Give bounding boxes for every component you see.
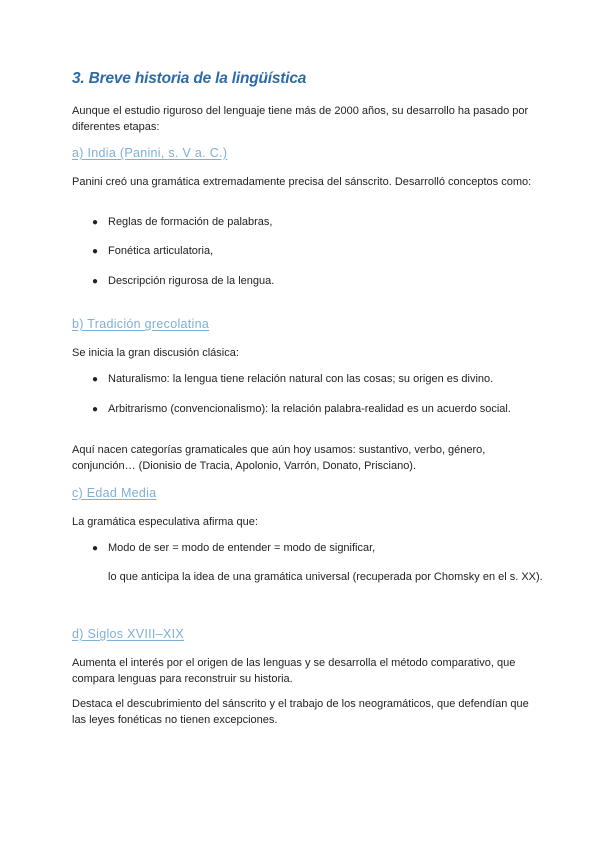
categories-paragraph: Aquí nacen categorías gramaticales que aún hoy usamos: sustantivo, verbo, género, conjunción… (Dionisio de Tracia, Apolonio, Varrón, Donato, Prisciano). [72,444,486,472]
india-paragraph: Panini creó una gramática extremadamente precisa del sánscrito. Desarrolló conceptos como: [72,176,532,188]
continuation-paragraph: lo que anticipa la idea de una gramática universal (recuperada por Chomsky en el s. XX). [108,571,543,583]
list-item-text: Fonética articulatoria, [108,245,214,257]
bullet-icon: ● [92,543,99,554]
edad-media-paragraph: La gramática especulativa afirma que: [72,516,258,528]
list-item-text: Reglas de formación de palabras, [108,216,273,228]
grecolatina-paragraph: Se inicia la gran discusión clásica: [72,347,239,359]
bullet-icon: ● [92,217,99,228]
intro-paragraph: Aunque el estudio riguroso del lenguaje tiene más de 2000 años, su desarrollo ha pasado por diferentes etapas: [72,105,529,133]
list-item-text: Arbitrarismo (convencionalismo): la relación palabra-realidad es un acuerdo social. [108,403,511,415]
bullet-icon: ● [92,246,99,257]
bullet-icon: ● [92,374,99,385]
heading-edad-media: c) Edad Media [72,486,157,500]
bullet-icon: ● [92,404,99,415]
section-title: 3. Breve historia de la lingüística [72,70,307,87]
heading-siglos: d) Siglos XVIII–XIX [72,627,184,641]
list-item-text: Descripción rigurosa de la lengua. [108,275,275,287]
siglos-paragraph-2: Destaca el descubrimiento del sánscrito y el trabajo de los neogramáticos, que defendían que las leyes fonéticas no tienen excepciones. [72,698,529,726]
list-item-text: Modo de ser = modo de entender = modo de significar, [108,542,376,554]
siglos-paragraph-1: Aumenta el interés por el origen de las lenguas y se desarrolla el método comparativo, que compara lenguas para reconstruir su historia. [72,657,516,685]
bullet-icon: ● [92,276,99,287]
list-item-text: Naturalismo: la lengua tiene relación natural con las cosas; su origen es divino. [108,373,494,385]
heading-grecolatina: b) Tradición grecolatina [72,317,210,331]
heading-india: a) India (Panini, s. V a. C.) [72,146,228,160]
